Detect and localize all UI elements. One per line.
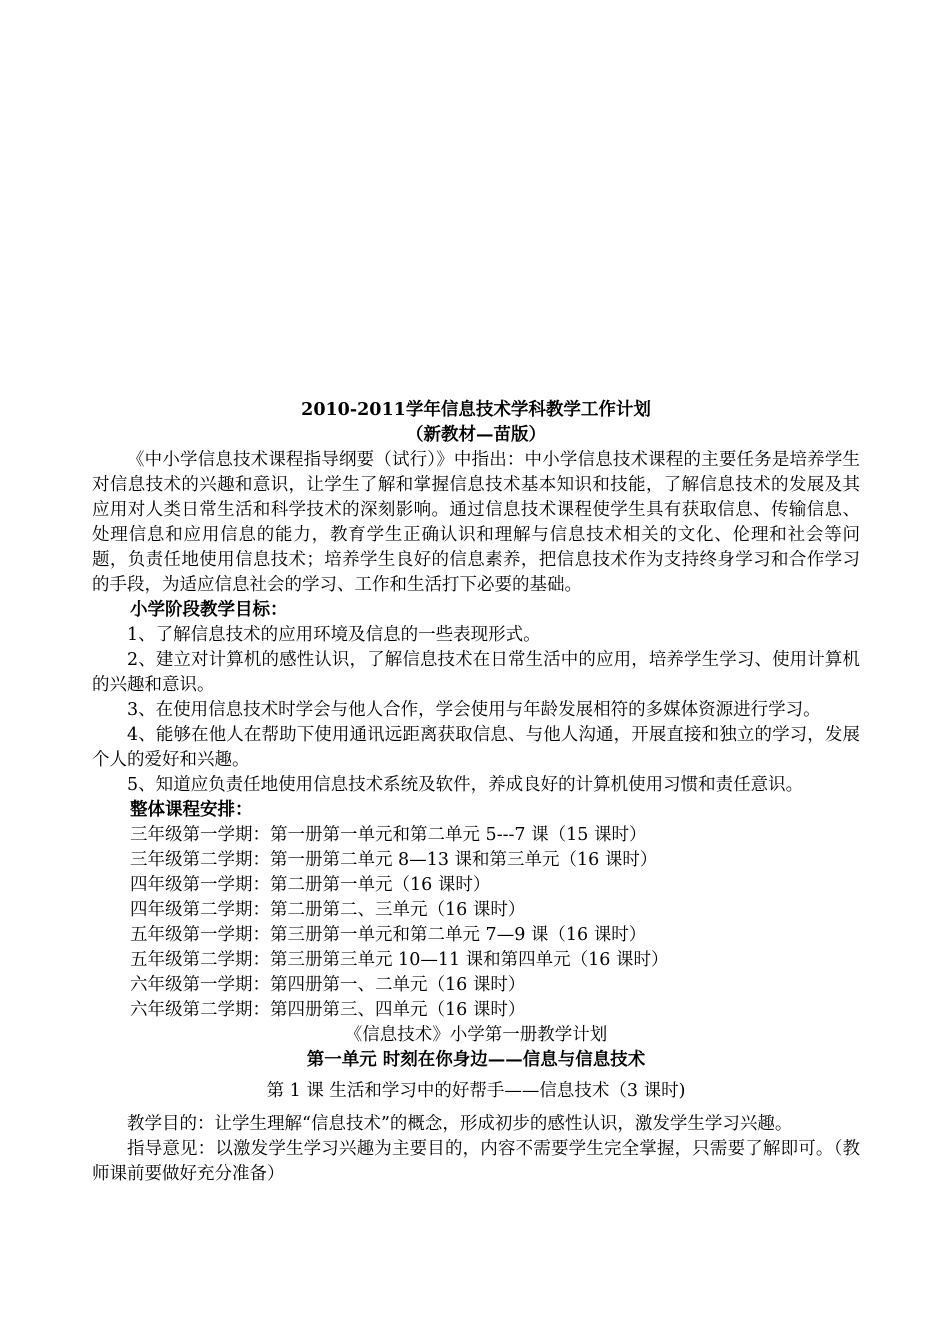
schedule-heading: 整体课程安排：	[130, 800, 253, 820]
objective-paragraph: 教学目的：让学生理解“信息技术”的概念，形成初步的感性认识，激发学生学习兴趣。	[127, 1114, 793, 1134]
schedule-item-7: 六年级第一学期：第四册第一、二单元（16 课时）	[130, 975, 526, 995]
goal-item-2: 2、建立对计算机的感性认识，了解信息技术在日常生活中的应用，培养学生学习、使用计算机的兴趣和意识。	[92, 650, 860, 695]
goal-item-1: 1、了解信息技术的应用环境及信息的一些表现形式。	[127, 625, 541, 645]
document-subtitle: （新教材—苗版）	[406, 425, 546, 445]
unit-title: 第一单元 时刻在你身边——信息与信息技术	[306, 1050, 646, 1070]
guidance-paragraph: 指导意见：以激发学生学习兴趣为主要目的，内容不需要学生完全掌握，只需要了解即可。（教师课前要做好充分准备）	[92, 1139, 860, 1184]
schedule-item-8: 六年级第二学期：第四册第三、四单元（16 课时）	[130, 1000, 526, 1020]
schedule-item-1: 三年级第一学期：第一册第一单元和第二单元 5---7 课（15 课时）	[130, 825, 647, 845]
schedule-item-2: 三年级第二学期：第一册第二单元 8—13 课和第三单元（16 课时）	[130, 850, 658, 870]
goal-item-3: 3、在使用信息技术时学会与他人合作，学会使用与年龄发展相符的多媒体资源进行学习。	[127, 700, 821, 720]
schedule-item-3: 四年级第一学期：第二册第一单元（16 课时）	[130, 875, 491, 895]
schedule-item-5: 五年级第一学期：第三册第一单元和第二单元 7—9 课（16 课时）	[130, 925, 647, 945]
document-page	[92, 398, 860, 1187]
schedule-item-4: 四年级第二学期：第二册第二、三单元（16 课时）	[130, 900, 526, 920]
lesson-title: 第 1 课 生活和学习中的好帮手——信息技术（3 课时)	[266, 1081, 686, 1101]
goals-heading: 小学阶段教学目标：	[130, 600, 288, 620]
book-plan-title: 《信息技术》小学第一册教学计划	[344, 1025, 608, 1045]
goal-item-4: 4、能够在他人在帮助下使用通讯远距离获取信息、与他人沟通，开展直接和独立的学习，发展个人的爱好和兴趣。	[92, 725, 860, 770]
goal-item-5: 5、知道应负责任地使用信息技术系统及软件，养成良好的计算机使用习惯和责任意识。	[127, 775, 804, 795]
intro-paragraph: 《中小学信息技术课程指导纲要（试行）》中指出：中小学信息技术课程的主要任务是培养学生对信息技术的兴趣和意识，让学生了解和掌握信息技术基本知识和技能，了解信息技术的发展及其应用对人类日常生活和科学技术的深刻影响。通过信息技术课程使学生具有获取信息、传输信息、处理信息和应用信息的能力，教育学生正确认识和理解与信息技术相关的文化、伦理和社会等问题，负责任地使用信息技术；培养学生良好的信息素养，把信息技术作为支持终身学习和合作学习的手段，为适应信息社会的学习、工作和生活打下必要的基础。	[92, 450, 860, 595]
schedule-item-6: 五年级第二学期：第三册第三单元 10—11 课和第四单元（16 课时）	[130, 950, 669, 970]
document-title: 2010-2011学年信息技术学科教学工作计划	[301, 400, 651, 420]
